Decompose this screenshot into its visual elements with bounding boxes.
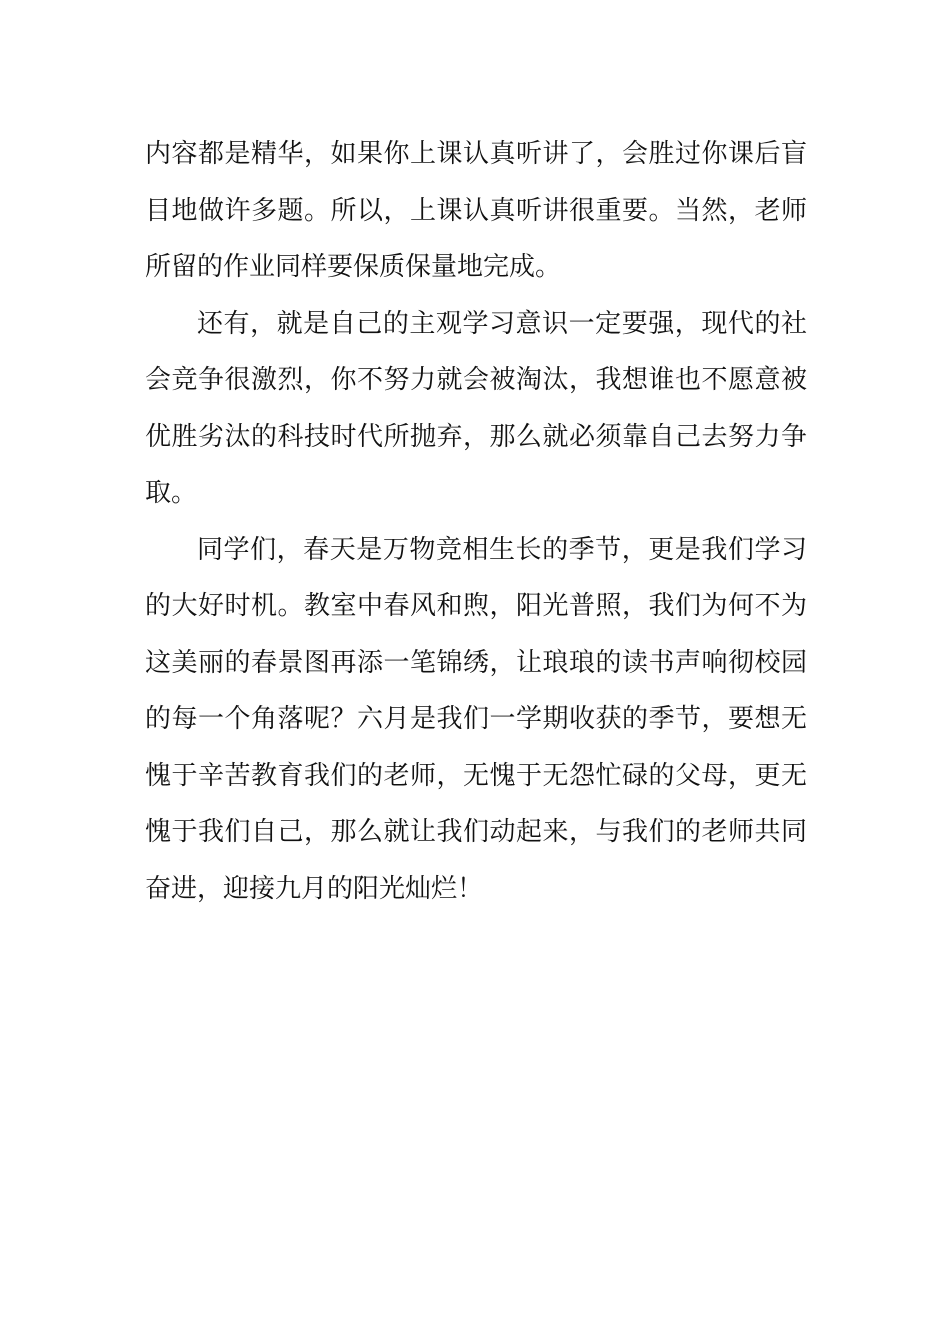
paragraph: 还有，就是自己的主观学习意识一定要强，现代的社会竞争很激烈，你不努力就会被淘汰，我想谁也不愿意被优胜劣汰的科技时代所抛弃，那么就必须靠自己去努力争取。 [145, 308, 807, 508]
paragraph-continued: 内容都是精华，如果你上课认真听讲了，会胜过你课后盲目地做许多题。所以，上课认真听讲很重要。当然，老师所留的作业同样要保质保量地完成。 [145, 139, 807, 282]
document-body [145, 126, 807, 917]
paragraph: 同学们，春天是万物竞相生长的季节，更是我们学习的大好时机。教室中春风和煦，阳光普照，我们为何不为这美丽的春景图再添一笔锦绣，让琅琅的读书声响彻校园的每一个角落呢？六月是我们一学期收获的季节，要想无愧于辛苦教育我们的老师，无愧于无怨忙碌的父母，更无愧于我们自己，那么就让我们动起来，与我们的老师共同奋进，迎接九月的阳光灿烂！ [145, 534, 807, 904]
